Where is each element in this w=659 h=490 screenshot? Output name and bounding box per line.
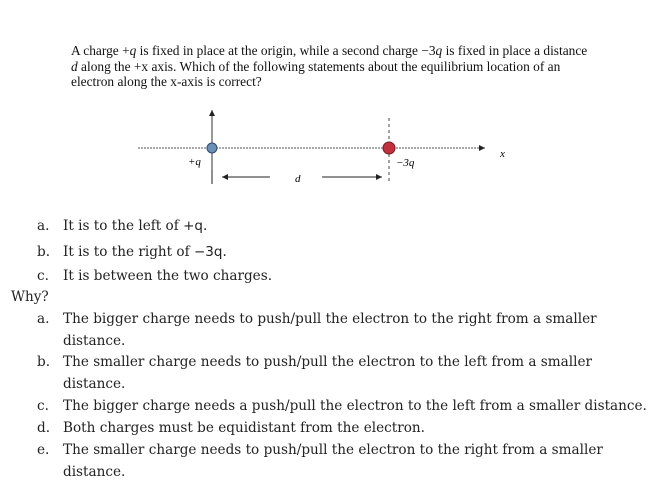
reason-letter: d. (37, 420, 51, 436)
reason-a-continued: distance. (63, 333, 126, 349)
right-charge (383, 142, 395, 154)
reason-text: The bigger charge needs a push/pull the electron to the left from a smaller distance. (63, 398, 647, 414)
option-suffix: . (222, 244, 227, 260)
question-part: is fixed in place at the origin, while a second charge −3 (136, 43, 436, 58)
reason-letter: e. (37, 442, 50, 458)
option-text: It is to the right of (63, 244, 194, 260)
reason-text: Both charges must be equidistant from the electron. (63, 420, 425, 436)
reason-letter: c. (37, 398, 49, 414)
reason-b[interactable] (37, 354, 592, 370)
question-var-q: q (435, 43, 443, 58)
option-letter: c. (37, 268, 49, 284)
reason-a[interactable] (37, 311, 597, 327)
reason-letter: b. (37, 354, 51, 370)
reason-c[interactable] (37, 398, 647, 414)
charge-diagram (0, 0, 659, 200)
reason-letter: a. (37, 311, 50, 327)
reason-text: The bigger charge needs to push/pull the electron to the right from a smaller (63, 311, 597, 327)
reason-d[interactable] (37, 420, 425, 436)
reason-text: The smaller charge needs to push/pull the electron to the right from a smaller (63, 442, 603, 458)
right-charge-label: −3q (396, 157, 415, 169)
reason-b-continued: distance. (63, 376, 126, 392)
option-letter: a. (37, 218, 50, 234)
option-text: It is between the two charges. (63, 268, 273, 284)
reason-text: The smaller charge needs to push/pull the electron to the left from a smaller (63, 354, 592, 370)
option-letter: b. (37, 244, 51, 260)
distance-label: d (295, 173, 301, 185)
left-charge (207, 143, 217, 153)
option-text: It is to the left of (63, 218, 184, 234)
left-charge-label: +q (188, 156, 201, 168)
option-b[interactable] (37, 244, 227, 260)
option-c[interactable] (37, 268, 272, 284)
question-part: along the +x axis. Which of the following statements about the equilibrium location of an electron along the x-axis is correct? (71, 58, 561, 89)
axis-label: x (500, 148, 505, 160)
reason-e[interactable] (37, 442, 603, 458)
question-var-q: q (129, 43, 137, 58)
why-label: Why? (11, 289, 49, 305)
question-part: is fixed in place a distance (442, 43, 588, 58)
option-a[interactable] (37, 218, 207, 234)
option-suffix: . (202, 218, 208, 234)
question-var-d: d (71, 58, 78, 74)
question-part: A charge + (71, 43, 130, 58)
reason-e-continued: distance. (63, 464, 126, 480)
option-math: −3q (193, 244, 223, 260)
option-math: +q (183, 218, 203, 234)
